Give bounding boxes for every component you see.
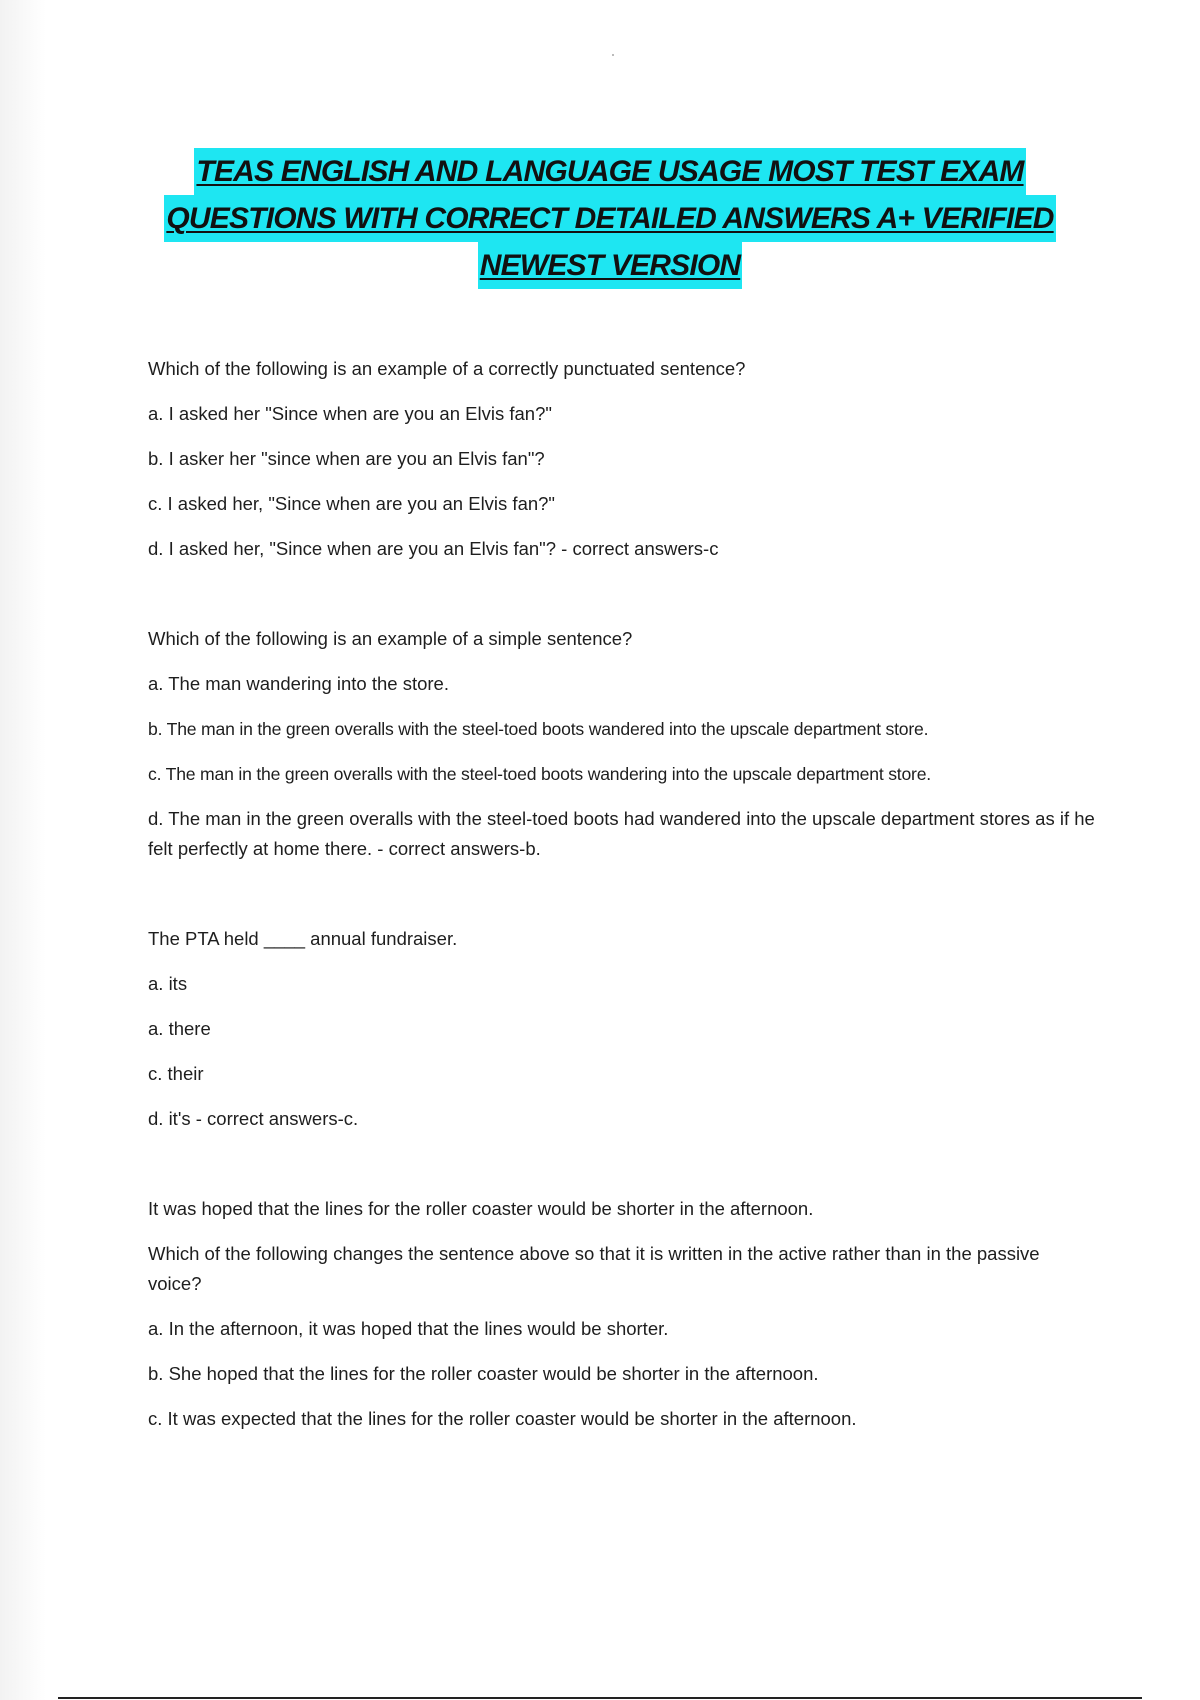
answer-option: a. there [148, 1018, 211, 1039]
question-prompt: The PTA held ____ annual fundraiser. [148, 928, 458, 949]
answer-option: d. The man in the green overalls with the steel-toed boots had wandered into the upscale department stores as if he felt perfectly at home there. - correct answers-b. [148, 808, 1095, 859]
title-line-2: QUESTIONS WITH CORRECT DETAILED ANSWERS A+ VERIFIED [164, 195, 1055, 242]
page-bottom-rule [58, 1697, 1142, 1699]
answer-option: d. it's - correct answers-c. [148, 1108, 359, 1129]
answer-option: a. I asked her "Since when are you an Elvis fan?" [148, 403, 552, 424]
answer-option: a. In the afternoon, it was hoped that the lines would be shorter. [148, 1318, 669, 1339]
document-title [140, 148, 1080, 289]
question-prompt: Which of the following is an example of a correctly punctuated sentence? [148, 358, 746, 379]
question-1 [148, 354, 1098, 564]
answer-option: c. The man in the green overalls with the steel-toed boots wandering into the upscale department store. [148, 764, 931, 784]
answer-option: b. The man in the green overalls with the steel-toed boots wandered into the upscale department store. [148, 719, 929, 739]
answer-option: b. I asker her "since when are you an Elvis fan"? [148, 448, 545, 469]
answer-option: c. their [148, 1063, 204, 1084]
question-4 [148, 1194, 1098, 1434]
title-line-1: TEAS ENGLISH AND LANGUAGE USAGE MOST TEST EXAM [194, 148, 1025, 195]
title-line-3: NEWEST VERSION [478, 242, 743, 289]
question-3 [148, 924, 1098, 1134]
answer-option: a. The man wandering into the store. [148, 673, 449, 694]
scan-edge-shade [0, 0, 46, 1700]
answer-option: c. It was expected that the lines for the roller coaster would be shorter in the afternoon. [148, 1408, 857, 1429]
question-prompt: Which of the following is an example of a simple sentence? [148, 628, 633, 649]
question-prompt: It was hoped that the lines for the roller coaster would be shorter in the afternoon. [148, 1198, 814, 1219]
questions-body [148, 354, 1098, 1434]
scan-speck [612, 54, 614, 56]
answer-option: c. I asked her, "Since when are you an Elvis fan?" [148, 493, 555, 514]
question-prompt-continued: Which of the following changes the sentence above so that it is written in the active rather than in the passive voice? [148, 1243, 1040, 1294]
answer-option: a. its [148, 973, 188, 994]
answer-option: b. She hoped that the lines for the roller coaster would be shorter in the afternoon. [148, 1363, 819, 1384]
answer-option: d. I asked her, "Since when are you an Elvis fan"? - correct answers-c [148, 538, 719, 559]
question-2 [148, 624, 1098, 864]
